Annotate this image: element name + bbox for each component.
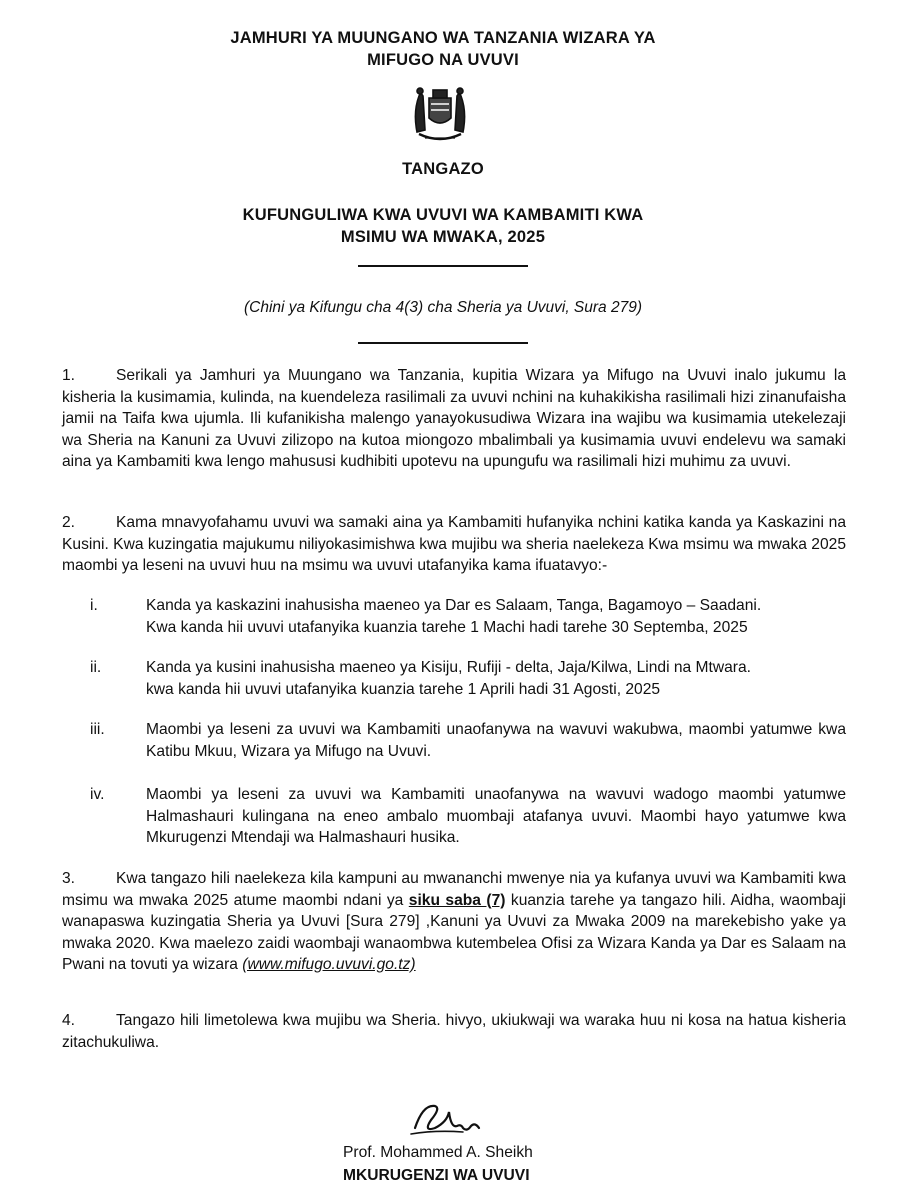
list-text-line: Kanda ya kaskazini inahusisha maeneo ya Dar es Salaam, Tanga, Bagamoyo – Saadani.: [146, 597, 762, 614]
deadline-emphasis: siku saba (7): [408, 891, 506, 909]
paragraph-number: 1.: [62, 367, 76, 384]
list-text-line: Kanda ya kusini inahusisha maeneo ya Kisiju, Rufiji - delta, Jaja/Kilwa, Lindi na Mtwara.: [146, 659, 752, 676]
paragraph-1: [62, 365, 846, 473]
paragraph-number: 4.: [62, 1012, 76, 1029]
paragraph-2: [62, 512, 846, 577]
list-numeral: i.: [90, 597, 98, 614]
document-title: TANGAZO: [402, 160, 484, 178]
legal-basis: (Chini ya Kifungu cha 4(3) cha Sheria ya Uvuvi, Sura 279): [243, 299, 643, 316]
ministry-website-link[interactable]: (www.mifugo.uvuvi.go.tz): [242, 956, 416, 973]
paragraph-text: kuanzia tarehe ya tangazo hili. Aidha, waombaji wanapaswa kuzingatia Sheria ya Uvuvi [Sura 279] ,Kanuni ya Uvuvi za Mwaka 2009 na marekebisho yake ya mwaka 2020. Kwa maelezo zaidi waombaji wanaombwa kutembelea Ofisi za Wizara Kanda ya Dar es Salaam na Pwani na tovuti ya wizara: [62, 891, 847, 973]
paragraph-text: Tangazo hili limetolewa kwa mujibu wa Sheria. hivyo, ukiukwaji wa waraka huu ni kosa na hatua kisheria zitachukuliwa.: [62, 1012, 846, 1051]
list-numeral: ii.: [90, 659, 102, 676]
ministry-header: [0, 27, 886, 71]
list-text: Maombi ya leseni za uvuvi wa Kambamiti unaofanywa na wavuvi wakubwa, maombi yatumwe kwa Katibu Mkuu, Wizara ya Mifugo na Uvuvi.: [146, 721, 846, 760]
signature-icon: [405, 1098, 487, 1142]
paragraph-number: 3.: [62, 870, 76, 887]
divider: [358, 265, 528, 267]
header-line-2: MIFUGO NA UVUVI: [367, 51, 519, 69]
list-text: Maombi ya leseni za uvuvi wa Kambamiti unaofanywa na wavuvi wadogo maombi yatumwe Halmashauri kulingana na eneo ambalo muombaji atafanya uvuvi. Maombi hayo yatumwe kwa Mkurugenzi Mtendaji wa Halmashauri husika.: [146, 786, 846, 846]
divider: [358, 342, 528, 344]
signatory-title: MKURUGENZI WA UVUVI: [343, 1167, 530, 1184]
list-text-line: kwa kanda hii uvuvi utafanyika kuanzia tarehe 1 Aprili hadi 31 Agosti, 2025: [146, 680, 661, 698]
subject-line-1: KUFUNGULIWA KWA UVUVI WA KAMBAMITI KWA: [242, 206, 644, 224]
paragraph-number: 2.: [62, 514, 76, 531]
list-text-line: Kwa kanda hii uvuvi utafanyika kuanzia tarehe 1 Machi hadi tarehe 30 Septemba, 2025: [146, 618, 748, 636]
header-line-1: JAMHURI YA MUUNGANO WA TANZANIA WIZARA YA: [230, 29, 656, 47]
list-numeral: iv.: [90, 786, 105, 803]
list-numeral: iii.: [90, 721, 105, 738]
paragraph-text: Serikali ya Jamhuri ya Muungano wa Tanzania, kupitia Wizara ya Mifugo na Uvuvi inalo jukumu la kisheria la kusimamia, kulinda, na kuendeleza rasilimali za uvuvi nchini na kuhakikisha rasilimali hizi zinanufaisha jamii na Taifa kwa ujumla. Ili kufanikisha malengo yanayokusudiwa Wizara ina wajibu wa kusimamia utekelezaji wa Sheria na Kanuni za Uvuvi zilizopo na kutoa miongozo mbalimbali ya kusimamia uvuvi endelevu wa samaki aina ya Kambamiti kwa lengo mahususi kudhibiti upotevu na upungufu wa rasilimali hizi muhimu za uvuvi.: [62, 367, 846, 470]
document-subject: [0, 204, 886, 248]
coat-of-arms-icon: [405, 82, 475, 146]
subject-line-2: MSIMU WA MWAKA, 2025: [340, 228, 546, 246]
paragraph-3: [62, 868, 846, 976]
signatory-name: Prof. Mohammed A. Sheikh: [343, 1144, 533, 1161]
paragraph-text: Kwa tangazo hili naelekeza kila kampuni au mwananchi mwenye nia ya kufanya uvuvi wa Kambamiti kwa msimu wa mwaka 2025 atume maombi ndani ya: [62, 870, 846, 909]
paragraph-4: [62, 1010, 846, 1053]
paragraph-text: Kama mnavyofahamu uvuvi wa samaki aina ya Kambamiti hufanyika nchini katika kanda ya Kaskazini na Kusini. Kwa kuzingatia majukumu niliyokasimishwa kwa mujibu wa sheria naelekeza Kwa msimu wa mwaka 2025 maombi ya leseni na uvuvi huu na msimu wa uvuvi utafanyika kama ifuatavyo:-: [62, 514, 846, 574]
